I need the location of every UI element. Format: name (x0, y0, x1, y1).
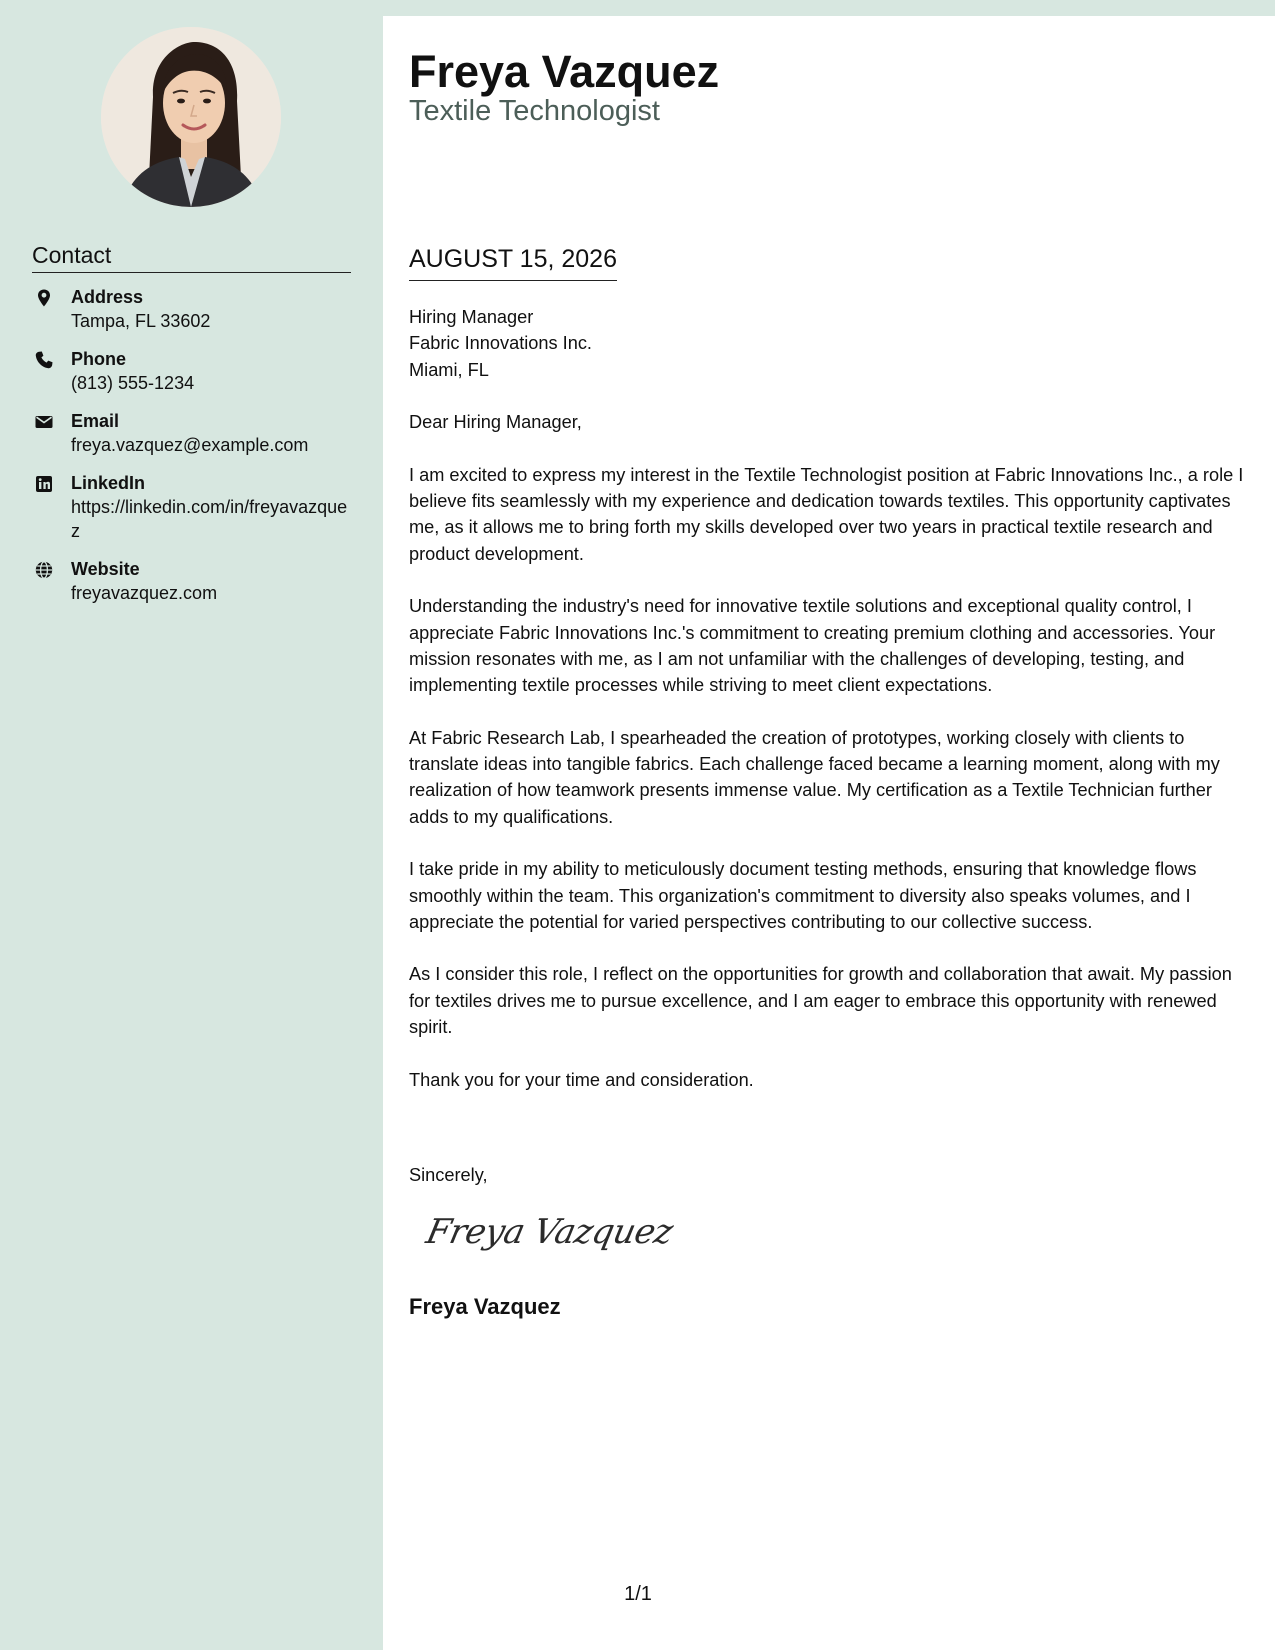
letter-paragraph: At Fabric Research Lab, I spearheaded the creation of prototypes, working closely with clients to translate ideas into tangible fabrics. Each challenge faced became a learning moment, along with my realization of how teamwork presents immense value. My certification as a Textile Technician further adds to my qualifications. (409, 727, 1220, 827)
letter-paragraph: I take pride in my ability to meticulously document testing methods, ensuring that knowledge flows smoothly within the team. This organization's commitment to diversity also speaks volumes, and I appreciate the potential for varied perspectives contributing to our collective success. (409, 859, 1197, 932)
contact-item-website (32, 557, 352, 605)
letter-content (409, 304, 1255, 1119)
letter-paragraph: I am excited to express my interest in the Textile Technologist position at Fabric Innovations Inc., a role I believe fits seamlessly with my experience and dedication towards textiles. This opportunity captivates me, as it allows me to bring forth my skills developed over two years in practical textile research and product development. (409, 464, 1244, 564)
contact-value-phone: (813) 555-1234 (71, 373, 195, 393)
phone-icon (34, 350, 54, 370)
contact-item-phone (32, 347, 352, 395)
signature: Freya Vazquez (422, 1212, 677, 1252)
letter-paragraph: As I consider this role, I reflect on the opportunities for growth and collaboration that await. My passion for textiles drives me to pursue excellence, and I am eager to embrace this opportunity with renewed spirit. (409, 964, 1232, 1038)
contact-item-address (32, 285, 352, 333)
closing: Sincerely, (409, 1165, 488, 1185)
recipient-block (409, 304, 1255, 383)
linkedin-icon (34, 474, 54, 494)
letter-paragraph: Understanding the industry's need for innovative textile solutions and exceptional quality control, I appreciate Fabric Innovations Inc.'s commitment to creating premium clothing and accessories. Your mission resonates with me, as I am not unfamiliar with the challenges of developing, testing, and implementing textile processes while striving to meet client expectations. (409, 596, 1216, 696)
recipient-line: Miami, FL (409, 359, 489, 380)
contact-value-email[interactable]: freya.vazquez@example.com (71, 435, 309, 455)
letter-date: AUGUST 15, 2026 (409, 242, 617, 281)
globe-icon (34, 560, 54, 580)
contact-item-email (32, 409, 352, 457)
recipient-line: Hiring Manager (409, 307, 534, 327)
letter-paragraph: Thank you for your time and consideration. (409, 1069, 754, 1090)
contact-list (32, 285, 352, 619)
location-pin-icon (34, 288, 54, 308)
signed-name: Freya Vazquez (409, 1294, 561, 1319)
applicant-title: Textile Technologist (409, 95, 660, 127)
contact-label: Address (71, 287, 144, 307)
recipient-line: Fabric Innovations Inc. (409, 333, 592, 354)
envelope-icon (34, 412, 54, 432)
contact-heading: Contact (32, 240, 351, 273)
contact-label: Website (71, 559, 140, 579)
profile-photo (101, 27, 281, 207)
contact-value-address: Tampa, FL 33602 (71, 311, 211, 331)
contact-label: Email (71, 411, 120, 431)
contact-label: LinkedIn (71, 473, 146, 493)
contact-value-linkedin[interactable]: https://linkedin.com/in/freyavazquez (71, 497, 348, 541)
contact-value-website[interactable]: freyavazquez.com (71, 583, 218, 603)
contact-label: Phone (71, 349, 127, 369)
letter-body (383, 16, 1275, 1650)
contact-item-linkedin (32, 471, 352, 543)
sidebar (0, 0, 383, 1650)
page-number: 1/1 (624, 1583, 652, 1605)
salutation: Dear Hiring Manager, (409, 412, 582, 433)
applicant-name: Freya Vazquez (409, 46, 720, 97)
